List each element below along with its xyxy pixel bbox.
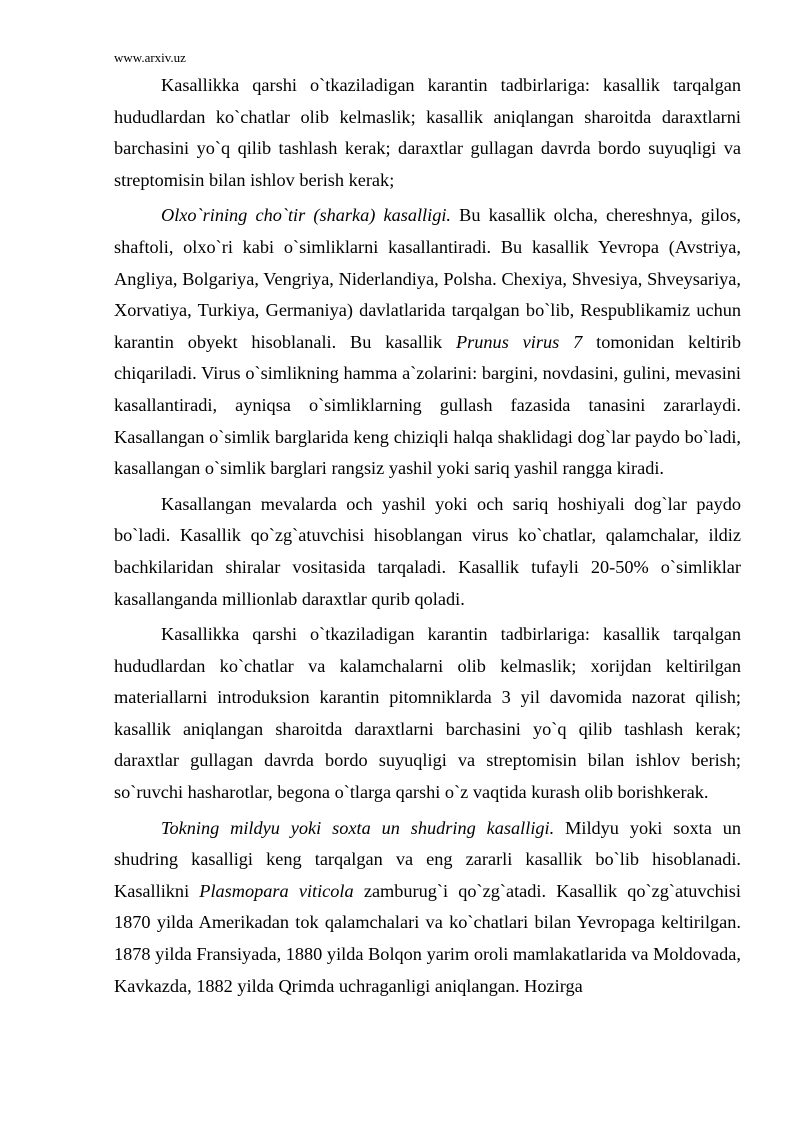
- pathogen-name: Prunus virus 7: [455, 331, 583, 352]
- document-body: [114, 70, 741, 1002]
- section-title-sharka: Olxo`rining cho`tir (sharka) kasalligi.: [161, 205, 451, 226]
- paragraph-sharka-disease: [114, 200, 741, 484]
- section-title-mildew: Tokning mildyu yoki soxta un shudring kasalligi.: [161, 817, 555, 838]
- paragraph-fruit-symptoms: Kasallangan mevalarda och yashil yoki och sariq hoshiyali dog`lar paydo bo`ladi. Kasallik qo`zg`atuvchisi hisoblangan virus ko`chatlar, qalamchalar, ildiz bachkilaridan shiralar vositasida tarqaladi. Kasallik tufayli 20-50% o`simliklar kasallanganda millionlab daraxtlar qurib qoladi.: [114, 493, 741, 609]
- paragraph-mildew-disease: [114, 813, 741, 1003]
- pathogen-name: Plasmopara viticola: [199, 880, 354, 901]
- paragraph-text: Mildyu yoki soxta un shudring kasalligi keng tarqalgan va eng zararli kasallik bo`lib hisoblanadi. Kasallikni: [114, 817, 741, 901]
- site-url: www.arxiv.uz: [114, 50, 186, 65]
- paragraph-quarantine-measures-2: Kasallikka qarshi o`tkaziladigan karantin tadbirlariga: kasallik tarqalgan hududlardan ko`chatlar va kalamchalarni olib kelmaslik; xorijdan keltirilgan materiallarni introduksion karantin pitomniklarda 3 yil davomida nazorat qilish; kasallik aniqlangan sharoitda daraxtlarni barchasini yo`q qilib tashlash kerak; daraxtlar gullagan davrda bordo suyuqligi va streptomisin bilan ishlov berish; so`ruvchi hasharotlar, begona o`tlarga qarshi o`z vaqtida kurash olib borishkerak.: [114, 624, 741, 803]
- paragraph-quarantine-measures-1: Kasallikka qarshi o`tkaziladigan karantin tadbirlariga: kasallik tarqalgan hududlardan ko`chatlar olib kelmaslik; kasallik aniqlangan sharoitda daraxtlarni barchasini yo`q qilib tashlash kerak; daraxtlar gullagan davrda bordo suyuqligi va streptomisin bilan ishlov berish kerak;: [114, 75, 741, 190]
- paragraph-text: tomonidan keltirib chiqariladi. Virus o`simlikning hamma a`zolarini: bargini, novdasini, gulini, mevasini kasallantiradi, ayniqsa o`simliklarning gullash fazasida tanasini zararlaydi. Kasallangan o`simlik barglarida keng chiziqli halqa shaklidagi dog`lar paydo bo`ladi, kasallangan o`simlik barglari rangsiz yashil yoki sariq yashil rangga kiradi.: [114, 331, 741, 479]
- paragraph-text: Bu kasallik olcha, chereshnya, gilos, shaftoli, olxo`ri kabi o`simliklarni kasallantiradi. Bu kasallik Yevropa (Avstriya, Angliya, Bolgariya, Vengriya, Niderlandiya, Polsha. Chexiya, Shvesiya, Shveysariya, Xorvatiya, Turkiya, Germaniya) davlatlarida tarqalgan bo`lib, Respublikamiz uchun karantin obyekt hisoblanali. Bu kasallik: [114, 205, 742, 352]
- paragraph-text: zamburug`i qo`zg`atadi. Kasallik qo`zg`atuvchisi 1870 yilda Amerikadan tok qalamchalari va ko`chatlari bilan Yevropaga keltirilgan. 1878 yilda Fransiyada, 1880 yilda Bolqon yarim oroli mamlakatlarida va Moldovada, Kavkazda, 1882 yilda Qrimda uchraganligi aniqlangan. Hozirga: [114, 880, 741, 996]
